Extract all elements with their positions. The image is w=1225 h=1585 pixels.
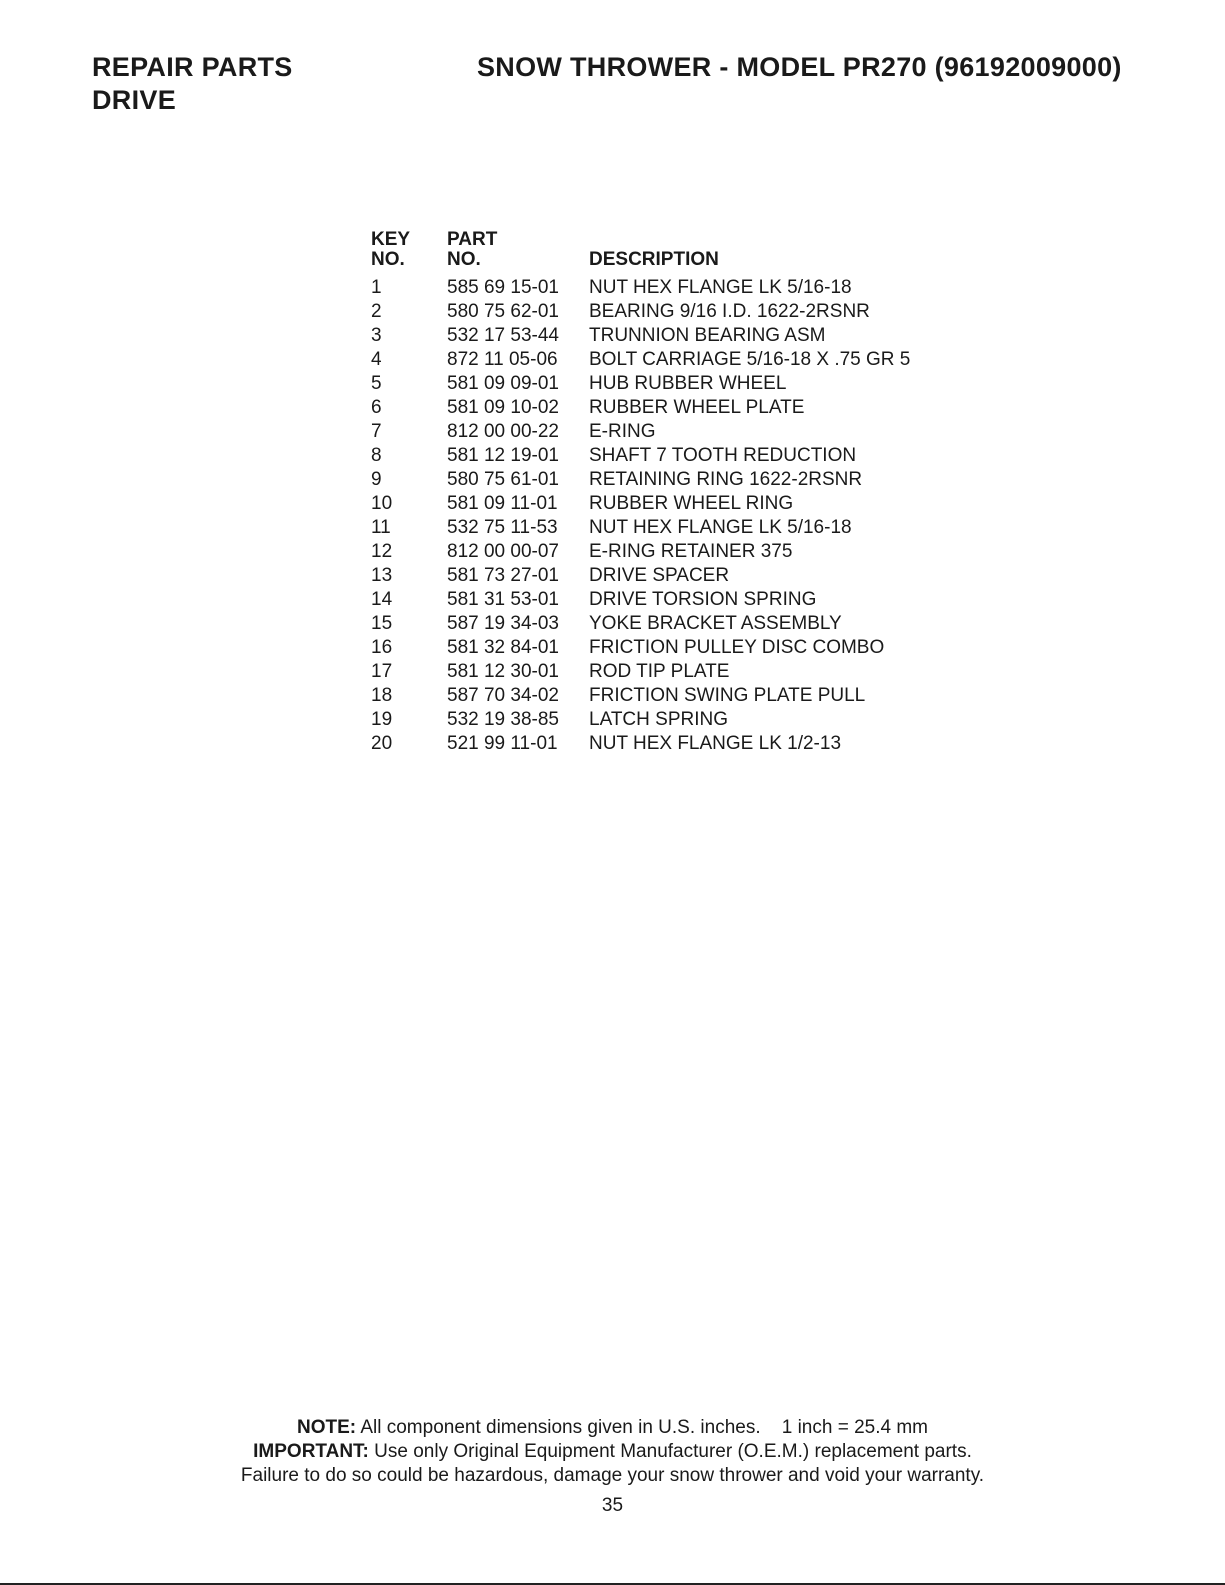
- part-description: RETAINING RING 1622-2RSNR: [589, 469, 863, 490]
- key-number: 11: [371, 517, 391, 538]
- key-header-line2: NO.: [371, 249, 405, 270]
- key-number: 20: [371, 733, 393, 754]
- note-line: [0, 1416, 1225, 1440]
- key-number: 18: [371, 685, 393, 706]
- key-number: 13: [371, 565, 393, 586]
- part-number: 521 99 11-01: [447, 733, 558, 754]
- part-header-line2: NO.: [447, 249, 481, 270]
- part-number: 580 75 62-01: [447, 301, 559, 322]
- note-label: NOTE:: [297, 1417, 357, 1438]
- part-number: 580 75 61-01: [447, 469, 559, 490]
- key-number: 4: [371, 349, 382, 370]
- part-number: 581 09 09-01: [447, 373, 559, 394]
- key-number: 10: [371, 493, 393, 514]
- part-number: 585 69 15-01: [447, 277, 559, 298]
- key-number: 5: [371, 373, 382, 394]
- part-number: 581 09 10-02: [447, 397, 559, 418]
- key-number: 17: [371, 661, 393, 682]
- part-description: DRIVE TORSION SPRING: [589, 589, 817, 610]
- subsection-title: DRIVE: [92, 85, 177, 115]
- part-header-line1: PART: [447, 229, 498, 250]
- part-number: 872 11 05-06: [447, 349, 558, 370]
- part-description: TRUNNION BEARING ASM: [589, 325, 826, 346]
- page-title: SNOW THROWER - MODEL PR270 (96192009000): [477, 52, 1122, 82]
- part-number: 812 00 00-07: [447, 541, 559, 562]
- part-description: FRICTION PULLEY DISC COMBO: [589, 637, 885, 658]
- key-number: 19: [371, 709, 393, 730]
- part-number: 587 19 34-03: [447, 613, 559, 634]
- key-header-line1: KEY: [371, 229, 411, 250]
- part-description: HUB RUBBER WHEEL: [589, 373, 787, 394]
- part-number: 532 75 11-53: [447, 517, 558, 538]
- key-number: 14: [371, 589, 393, 610]
- part-description: SHAFT 7 TOOTH REDUCTION: [589, 445, 857, 466]
- part-description: NUT HEX FLANGE LK 5/16-18: [589, 517, 852, 538]
- part-number: 587 70 34-02: [447, 685, 559, 706]
- part-description: RUBBER WHEEL RING: [589, 493, 794, 514]
- part-number: 581 32 84-01: [447, 637, 559, 658]
- part-number: 581 09 11-01: [447, 493, 558, 514]
- page-number: 35: [601, 1495, 624, 1516]
- part-description: BOLT CARRIAGE 5/16-18 X .75 GR 5: [589, 349, 911, 370]
- key-number: 3: [371, 325, 382, 346]
- part-description: YOKE BRACKET ASSEMBLY: [589, 613, 842, 634]
- key-number: 2: [371, 301, 382, 322]
- key-number: 1: [371, 277, 382, 298]
- description-header: DESCRIPTION: [589, 249, 719, 270]
- part-number: 532 19 38-85: [447, 709, 559, 730]
- important-label: IMPORTANT:: [253, 1441, 369, 1462]
- important-text: Use only Original Equipment Manufacturer (O.E.M.) replacement parts.: [374, 1441, 972, 1462]
- key-number: 8: [371, 445, 382, 466]
- part-description: RUBBER WHEEL PLATE: [589, 397, 805, 418]
- key-number: 16: [371, 637, 393, 658]
- section-title: REPAIR PARTS: [92, 52, 293, 82]
- key-number: 7: [371, 421, 382, 442]
- key-number: 6: [371, 397, 382, 418]
- part-description: ROD TIP PLATE: [589, 661, 730, 682]
- part-description: NUT HEX FLANGE LK 1/2-13: [589, 733, 842, 754]
- key-number: 12: [371, 541, 393, 562]
- important-line: [0, 1440, 1225, 1464]
- key-number: 15: [371, 613, 393, 634]
- part-number: 581 12 30-01: [447, 661, 559, 682]
- part-description: NUT HEX FLANGE LK 5/16-18: [589, 277, 852, 298]
- warning-line: Failure to do so could be hazardous, damage your snow thrower and void your warranty.: [240, 1465, 985, 1486]
- part-description: BEARING 9/16 I.D. 1622-2RSNR: [589, 301, 870, 322]
- part-number: 581 73 27-01: [447, 565, 559, 586]
- note-text: All component dimensions given in U.S. inches. 1 inch = 25.4 mm: [360, 1417, 928, 1438]
- part-description: LATCH SPRING: [589, 709, 729, 730]
- part-description: FRICTION SWING PLATE PULL: [589, 685, 866, 706]
- part-number: 812 00 00-22: [447, 421, 559, 442]
- part-number: 581 31 53-01: [447, 589, 559, 610]
- part-description: DRIVE SPACER: [589, 565, 730, 586]
- key-number: 9: [371, 469, 382, 490]
- part-number: 532 17 53-44: [447, 325, 559, 346]
- part-description: E-RING RETAINER 375: [589, 541, 793, 562]
- part-description: E-RING: [589, 421, 656, 442]
- part-number: 581 12 19-01: [447, 445, 559, 466]
